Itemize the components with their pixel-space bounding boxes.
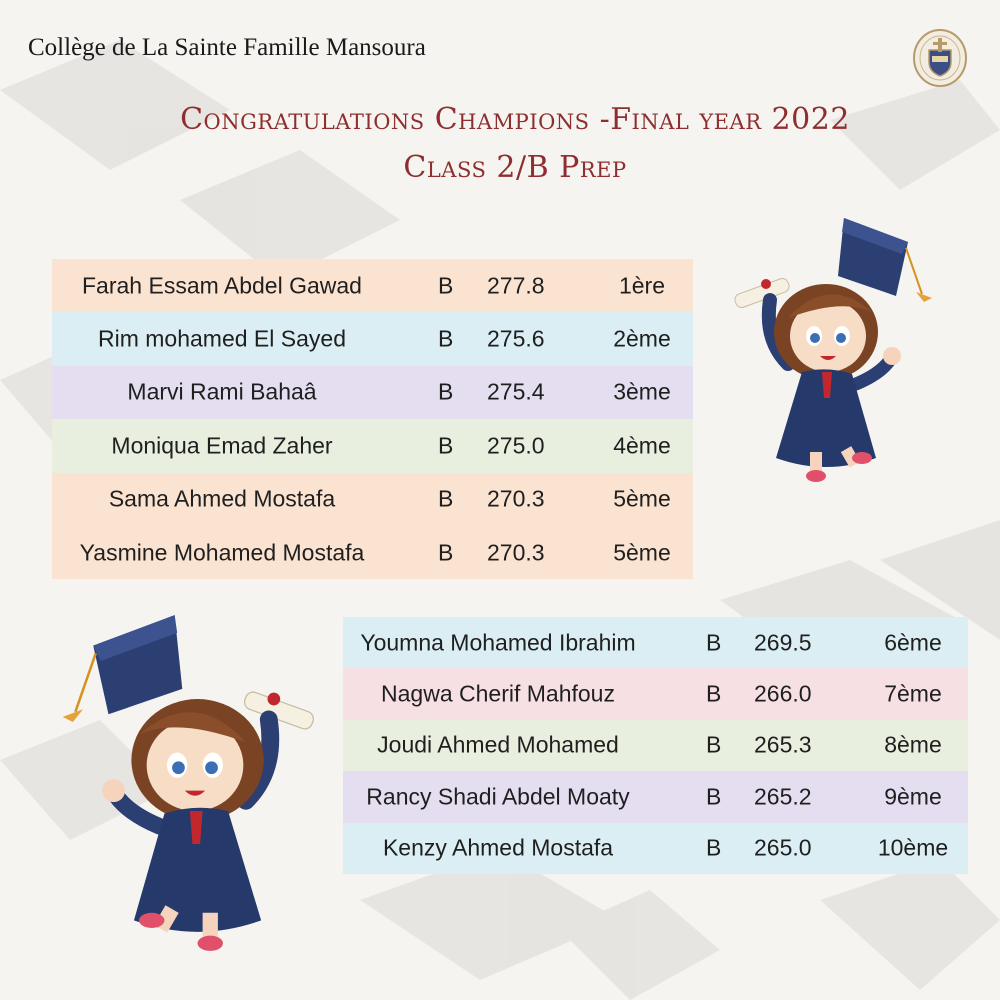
table-row	[343, 617, 968, 668]
table-row	[52, 526, 693, 579]
student-score: 265.2	[754, 783, 812, 810]
student-name: Nagwa Cherif Mahfouz	[381, 680, 615, 707]
student-score: 265.3	[754, 731, 812, 758]
student-rank: 10ème	[877, 834, 949, 861]
student-score: 266.0	[754, 680, 812, 707]
student-name: Kenzy Ahmed Mostafa	[382, 834, 614, 861]
student-rank: 4ème	[613, 432, 671, 459]
student-score: 269.5	[754, 629, 812, 656]
student-name: Rim mohamed El Sayed	[98, 325, 346, 352]
student-class: B	[706, 680, 722, 707]
student-class: B	[706, 731, 722, 758]
title-line-2: Class 2/B Prep	[403, 150, 627, 185]
student-rank: 6ème	[884, 629, 942, 656]
diploma-scroll-icon	[242, 690, 315, 731]
student-name: Yasmine Mohamed Mostafa	[79, 539, 365, 566]
student-name: Joudi Ahmed Mohamed	[377, 731, 619, 758]
student-rank: 3ème	[613, 378, 671, 405]
table-row	[52, 419, 693, 472]
student-name: Moniqua Emad Zaher	[111, 432, 333, 459]
results-table-top	[52, 259, 693, 579]
graduate-girl-illustration	[726, 214, 952, 486]
student-score: 270.3	[487, 485, 545, 512]
school-name: Collège de La Sainte Famille Mansoura	[28, 34, 426, 61]
graduation-cap-icon	[838, 218, 932, 302]
diploma-scroll-icon	[733, 277, 790, 309]
results-table-bottom	[343, 617, 968, 874]
title-line-1: Congratulations Champions -Final year 2022	[180, 102, 850, 137]
student-score: 277.8	[487, 272, 545, 299]
student-class: B	[438, 325, 454, 352]
student-name: Rancy Shadi Abdel Moaty	[366, 783, 630, 810]
student-class: B	[438, 539, 454, 566]
table-row	[52, 312, 693, 365]
graduate-girl-illustration-2	[36, 610, 326, 956]
student-rank: 1ère	[618, 272, 666, 299]
student-score: 270.3	[487, 539, 545, 566]
student-rank: 9ème	[884, 783, 942, 810]
graduation-cap-icon	[63, 615, 183, 722]
student-rank: 8ème	[884, 731, 942, 758]
table-row	[52, 259, 693, 312]
student-score: 275.4	[487, 378, 545, 405]
student-name: Sama Ahmed Mostafa	[108, 485, 336, 512]
table-row	[343, 823, 968, 874]
student-name: Youmna Mohamed Ibrahim	[360, 629, 636, 656]
table-row	[343, 720, 968, 771]
student-score: 275.0	[487, 432, 545, 459]
student-class: B	[438, 272, 454, 299]
student-class: B	[438, 378, 454, 405]
student-score: 265.0	[754, 834, 812, 861]
student-class: B	[438, 485, 454, 512]
table-row	[343, 771, 968, 822]
school-crest-icon	[912, 28, 968, 88]
student-name: Farah Essam Abdel Gawad	[82, 272, 362, 299]
student-rank: 5ème	[613, 485, 671, 512]
table-row	[52, 473, 693, 526]
student-name: Marvi Rami Bahaâ	[127, 378, 317, 405]
student-class: B	[438, 432, 454, 459]
student-class: B	[706, 629, 722, 656]
student-class: B	[706, 783, 722, 810]
student-rank: 7ème	[884, 680, 942, 707]
student-class: B	[706, 834, 722, 861]
table-row	[52, 366, 693, 419]
student-rank: 5ème	[613, 539, 671, 566]
student-rank: 2ème	[613, 325, 671, 352]
table-row	[343, 668, 968, 719]
student-score: 275.6	[487, 325, 545, 352]
